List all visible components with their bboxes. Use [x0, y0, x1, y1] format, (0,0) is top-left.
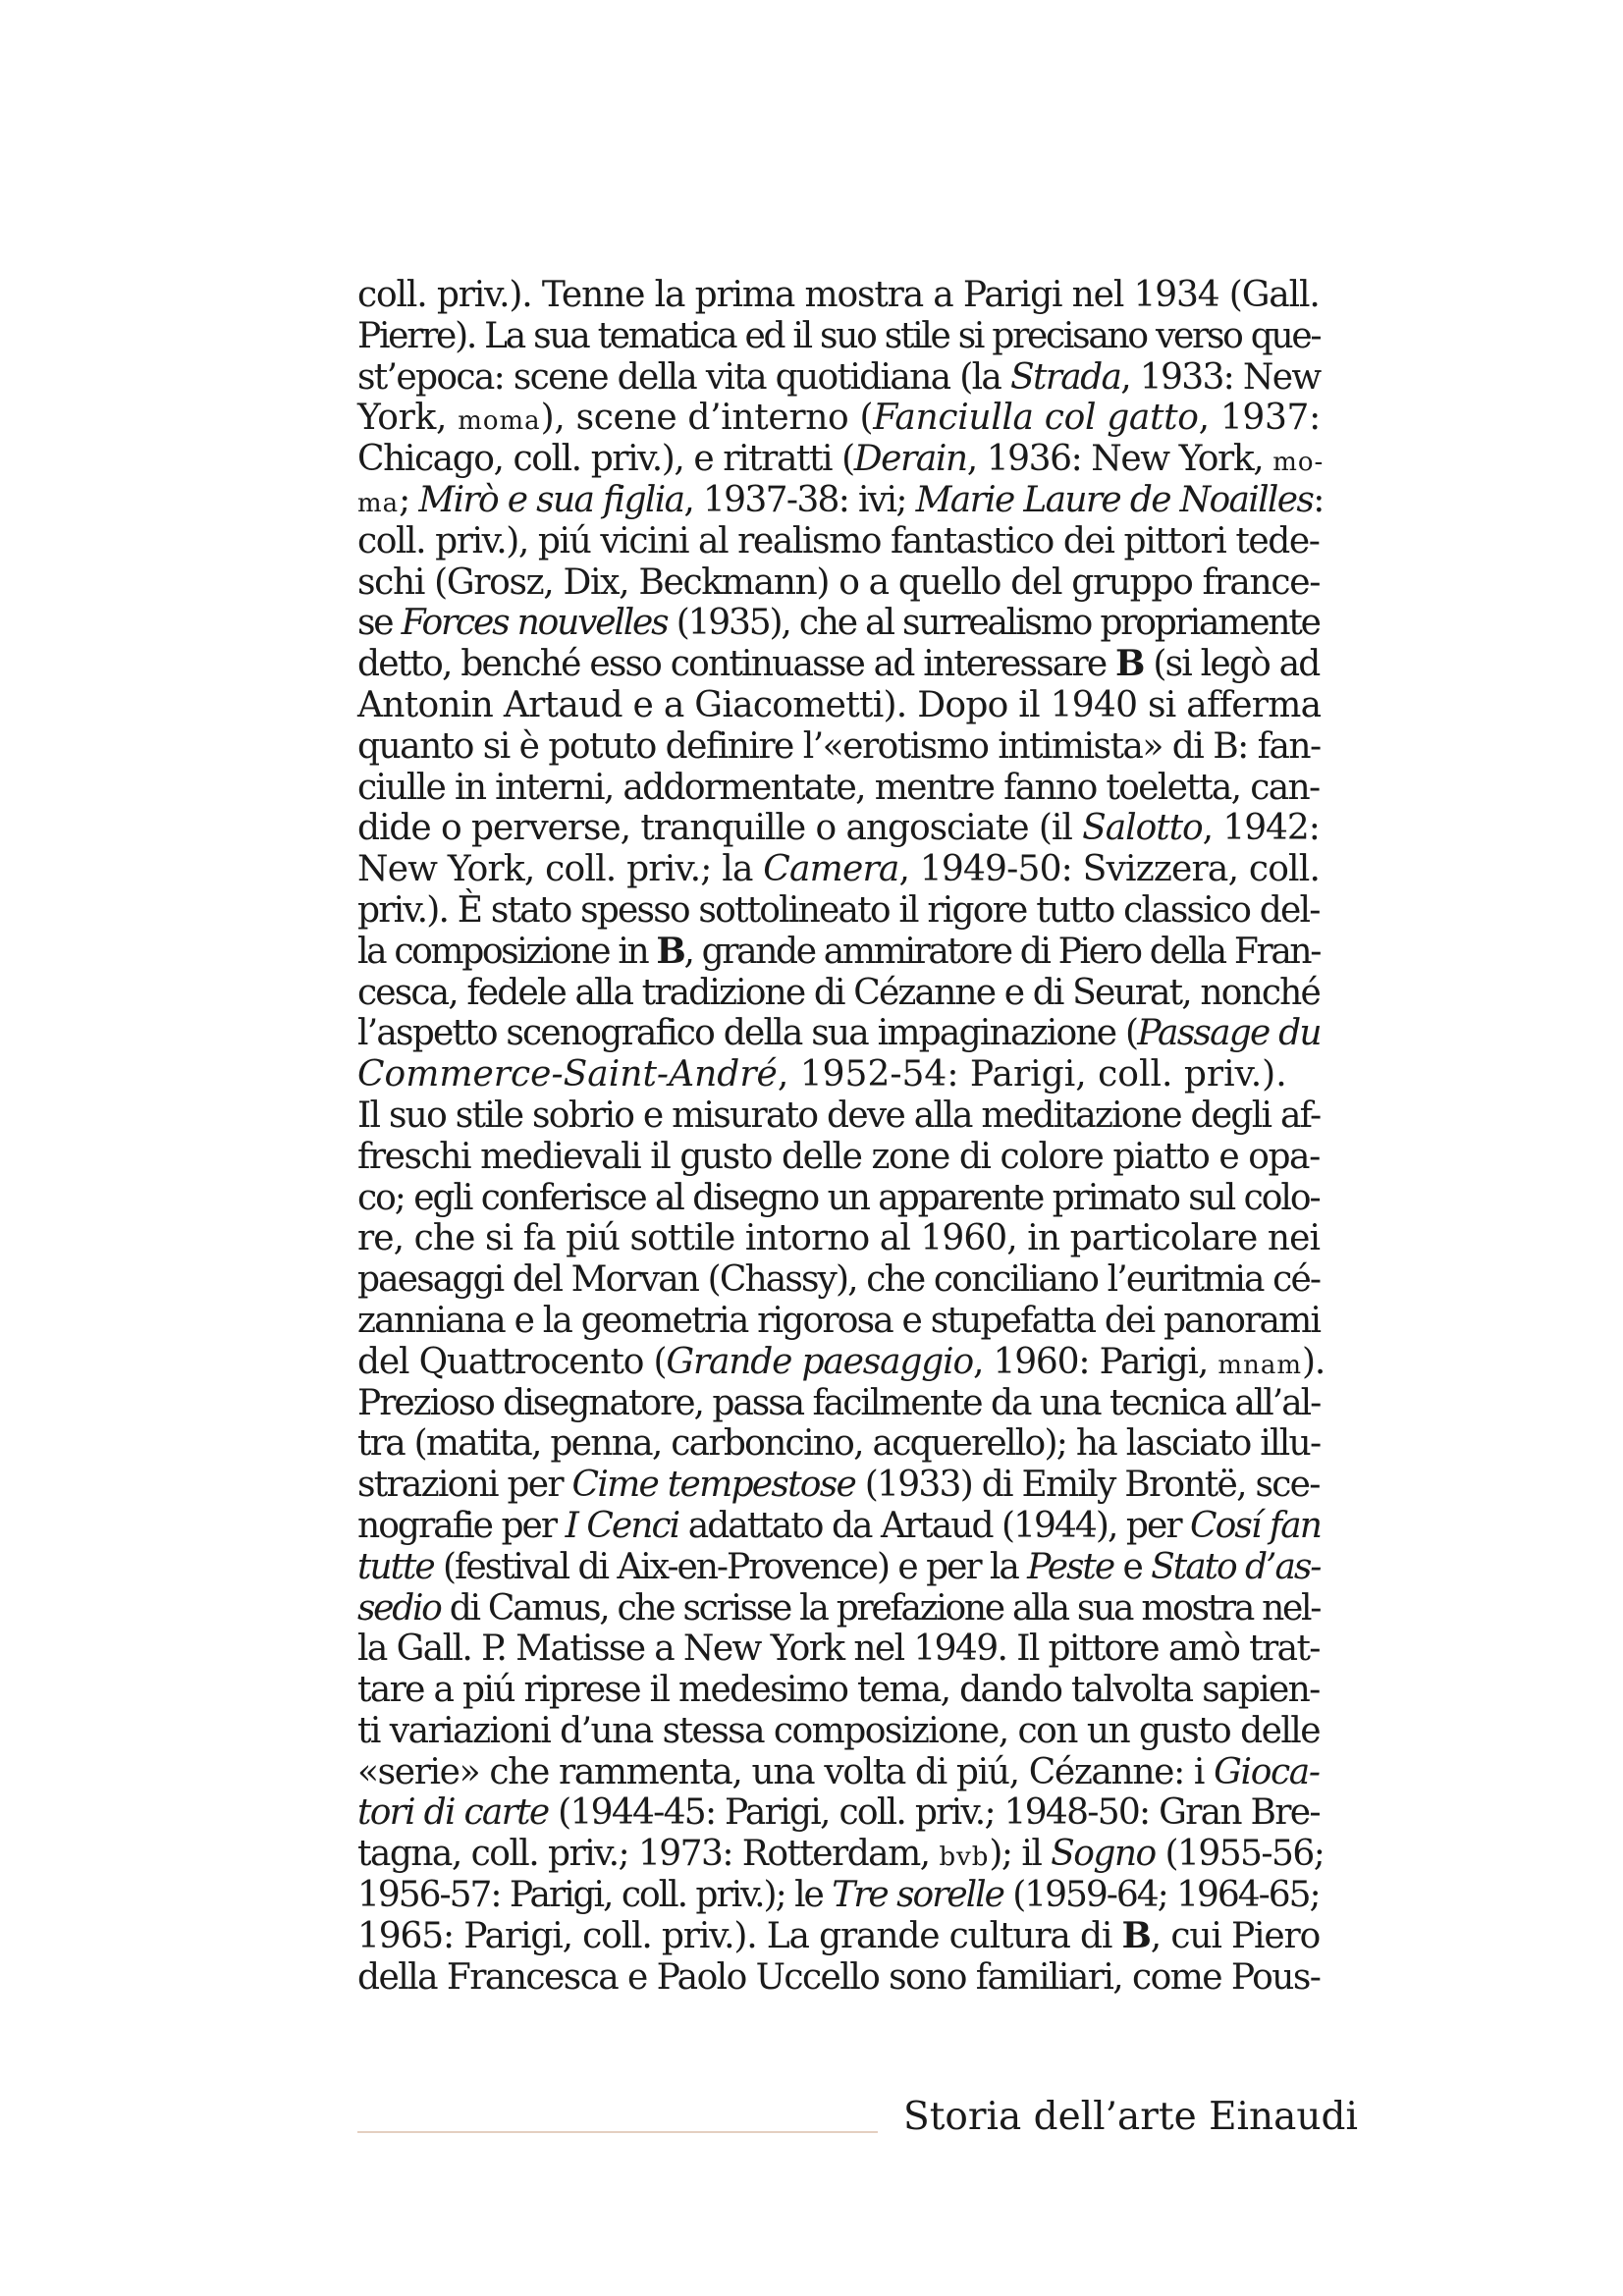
text-line: [357, 1711, 1320, 1752]
text-run: moma: [458, 406, 541, 437]
text-line: [357, 1178, 1320, 1219]
text-run: tori di carte: [357, 1792, 549, 1834]
text-run: paesaggi del Morvan (Chassy), che conciliano l’euritmia cé-: [357, 1259, 1321, 1301]
text-run: Forces nouvelles: [401, 603, 668, 644]
text-run: , 1937:: [1198, 398, 1321, 439]
text-run: del Quattrocento (: [357, 1341, 667, 1382]
text-run: se: [357, 603, 402, 644]
text-run: (1933) di Emily Brontë, sce-: [855, 1465, 1320, 1506]
text-run: , 1936: New York,: [966, 439, 1273, 480]
text-run: Grande paesaggio: [666, 1341, 973, 1382]
text-line: [357, 973, 1320, 1014]
text-line: [357, 1957, 1320, 1999]
text-run: ti variazioni d’una stessa composizione, con un gusto delle: [357, 1710, 1321, 1751]
text-run: schi (Grosz, Dix, Beckmann) o a quello del gruppo france-: [357, 561, 1321, 603]
text-line: [357, 1547, 1320, 1588]
text-line: [357, 1095, 1320, 1137]
text-run: (festival di Aix-en-Provence) e per la: [433, 1546, 1028, 1587]
text-run: (si legò ad: [1143, 644, 1320, 685]
text-run: I Cenci: [565, 1505, 679, 1546]
text-run: mnam: [1217, 1350, 1302, 1380]
text-line: [357, 316, 1320, 357]
text-run: Cosí fan: [1190, 1505, 1321, 1546]
text-run: Il suo stile sobrio e misurato deve alla meditazione degli af-: [357, 1095, 1321, 1136]
text-run: Mirò e sua figlia: [418, 479, 684, 520]
text-run: sedio: [357, 1587, 441, 1629]
text-run: York,: [357, 398, 459, 439]
text-run: (1955-56;: [1155, 1834, 1325, 1875]
text-run: 1956-57: Parigi, coll. priv.); le: [357, 1875, 833, 1916]
text-line: [357, 275, 1320, 316]
text-run: quanto si è potuto definire l’«erotismo intimista» di B: fan-: [357, 725, 1321, 767]
text-run: B: [1115, 643, 1144, 685]
text-line: [357, 644, 1320, 685]
text-run: adattato da Artaud (1944), per: [678, 1505, 1191, 1546]
text-line: [357, 603, 1320, 644]
text-run: strazioni per: [357, 1465, 572, 1506]
text-line: [357, 562, 1320, 604]
text-run: , grande ammiratore di Piero della Fran-: [683, 931, 1321, 972]
text-line: [357, 1875, 1320, 1916]
text-line: [357, 685, 1320, 726]
text-run: ); il: [989, 1834, 1052, 1875]
text-run: B: [656, 930, 684, 972]
text-run: Gioca-: [1214, 1751, 1320, 1792]
text-line: [357, 1670, 1320, 1711]
text-line: [357, 1341, 1325, 1383]
text-line: [357, 1629, 1320, 1670]
text-line: [357, 521, 1320, 562]
text-run: Marie Laure de Noailles: [915, 479, 1314, 520]
text-line: [357, 849, 1320, 890]
text-run: re, che si fa piú sottile intorno al 1960, in particolare nei: [357, 1218, 1321, 1259]
text-run: B: [1121, 1914, 1151, 1956]
text-run: «serie» che rammenta, una volta di piú, Cézanne: i: [357, 1751, 1215, 1792]
text-run: tagna, coll. priv.; 1973: Rotterdam,: [357, 1834, 940, 1875]
text-run: 1965: Parigi, coll. priv.). La grande cultura di: [357, 1915, 1122, 1956]
text-run: , 1949-50: Svizzera, coll.: [898, 849, 1321, 890]
text-run: , 1952-54: Parigi, coll. priv.).: [777, 1054, 1287, 1095]
text-line: [357, 1834, 1325, 1875]
text-run: co; egli conferisce al disegno un apparente primato sul colo-: [357, 1177, 1320, 1218]
text-run: bvb: [939, 1842, 990, 1873]
text-run: , cui Piero: [1150, 1915, 1321, 1956]
text-run: l’aspetto scenografico della sua impaginazione (: [357, 1013, 1138, 1054]
text-run: la composizione in: [357, 931, 657, 972]
text-run: Commerce-Saint-André: [357, 1054, 778, 1095]
text-run: di Camus, che scrisse la prefazione alla sua mostra nel-: [440, 1587, 1321, 1629]
text-line: [357, 1137, 1320, 1178]
text-line: [357, 357, 1320, 399]
text-run: Tre sorelle: [832, 1875, 1003, 1916]
text-run: ma: [357, 488, 400, 518]
text-run: Prezioso disegnatore, passa facilmente da una tecnica all’al-: [357, 1382, 1321, 1423]
text-run: Antonin Artaud e a Giacometti). Dopo il 1940 si afferma: [357, 684, 1322, 725]
text-run: (1935), che al surrealismo propriamente: [667, 603, 1320, 644]
text-run: Sogno: [1051, 1834, 1156, 1875]
text-line: [357, 1916, 1320, 1957]
text-run: tutte: [357, 1546, 434, 1587]
text-run: Chicago, coll. priv.), e ritratti (: [357, 439, 854, 480]
text-run: la Gall. P. Matisse a New York nel 1949. Il pittore amò trat-: [357, 1629, 1320, 1670]
text-run: st’epoca: scene della vita quotidiana (la: [357, 356, 1010, 398]
text-run: Cime tempestose: [571, 1465, 856, 1506]
text-run: ), scene d’interno (: [540, 398, 874, 439]
text-run: :: [1313, 479, 1324, 520]
text-line: [357, 1465, 1320, 1506]
text-run: nografie per: [357, 1505, 566, 1546]
text-run: Derain: [853, 439, 967, 480]
text-line: [357, 726, 1320, 768]
text-run: ;: [399, 479, 419, 520]
text-line: [357, 932, 1320, 973]
text-line: [357, 1259, 1320, 1301]
text-line: [357, 1588, 1320, 1629]
text-run: zanniana e la geometria rigorosa e stupefatta dei panorami: [357, 1300, 1321, 1341]
text-line: [357, 1792, 1320, 1834]
text-line: [357, 1423, 1320, 1465]
text-run: tare a piú riprese il medesimo tema, dando talvolta sapien-: [357, 1670, 1320, 1711]
text-run: Salotto: [1082, 808, 1203, 849]
text-run: Camera: [763, 849, 899, 890]
text-run: freschi medievali il gusto delle zone di colore piatto e opa-: [357, 1136, 1320, 1177]
text-run: ).: [1301, 1341, 1325, 1382]
text-run: , 1933: New: [1120, 356, 1321, 398]
text-run: priv.). È stato spesso sottolineato il rigore tutto classico del-: [357, 889, 1320, 931]
text-line: [357, 1383, 1320, 1424]
text-run: coll. priv.), piú vicini al realismo fantastico dei pittori tede-: [357, 520, 1320, 561]
text-line: [357, 768, 1320, 809]
footer-rule: [357, 2131, 878, 2133]
text-line: [357, 808, 1320, 849]
text-run: ciulle in interni, addormentate, mentre fanno toeletta, can-: [357, 767, 1320, 808]
text-run: Fanciulla col gatto: [873, 398, 1199, 439]
text-run: , 1942:: [1202, 808, 1320, 849]
text-run: (1959-64; 1964-65;: [1002, 1875, 1320, 1916]
text-run: dide o perverse, tranquille o angosciate (il: [357, 808, 1083, 849]
text-line: [357, 439, 1325, 480]
text-line: [357, 1752, 1320, 1793]
text-run: , 1937-38: ivi;: [683, 479, 916, 520]
text-run: , 1960: Parigi,: [972, 1341, 1218, 1382]
text-line: [357, 890, 1320, 932]
text-run: cesca, fedele alla tradizione di Cézanne e di Seurat, nonché: [357, 972, 1320, 1013]
text-run: Stato d’as-: [1151, 1546, 1321, 1587]
article-body: [357, 275, 1325, 1998]
text-run: Passage du: [1137, 1013, 1321, 1054]
text-run: (1944-45: Parigi, coll. priv.; 1948-50: Gran Bre-: [548, 1792, 1320, 1834]
text-run: detto, benché esso continuasse ad interessare: [357, 644, 1116, 685]
text-line: [357, 1013, 1320, 1054]
footer-title: Storia dell’arte Einaudi: [903, 2095, 1358, 2139]
text-run: New York, coll. priv.; la: [357, 849, 764, 890]
text-run: coll. priv.). Tenne la prima mostra a Parigi nel 1934 (Gall.: [357, 275, 1320, 315]
text-run: mo-: [1272, 448, 1325, 478]
text-line: [357, 398, 1320, 439]
text-line: [357, 1218, 1320, 1259]
text-run: Pierre). La sua tematica ed il suo stile si precisano verso que-: [357, 315, 1321, 356]
text-run: Peste: [1027, 1546, 1114, 1587]
text-line: [357, 1506, 1320, 1547]
text-run: tra (matita, penna, carboncino, acquerello); ha lasciato illu-: [357, 1423, 1321, 1465]
text-line: [357, 479, 1324, 521]
text-run: e: [1113, 1546, 1152, 1587]
text-line: [357, 1301, 1320, 1342]
text-run: Strada: [1009, 356, 1121, 398]
text-run: della Francesca e Paolo Uccello sono familiari, come Pous-: [357, 1956, 1321, 1998]
text-line: [357, 1054, 1320, 1095]
